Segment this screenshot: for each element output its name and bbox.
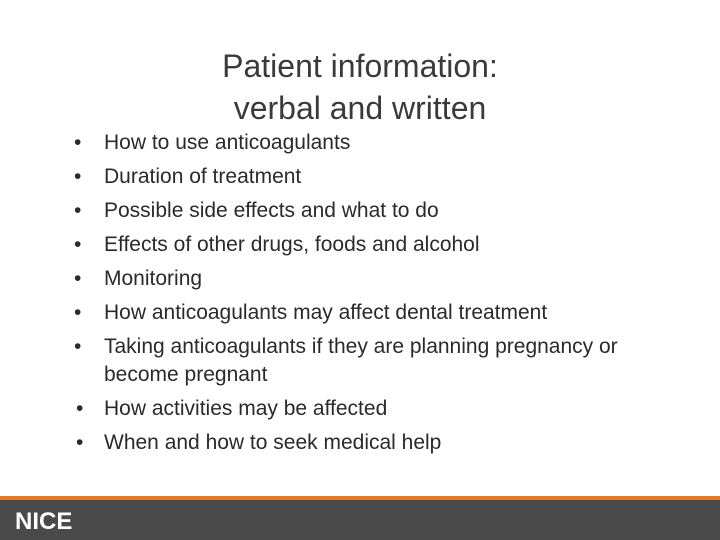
nice-logo: NICE bbox=[15, 508, 73, 535]
bullet-text: Effects of other drugs, foods and alcohol bbox=[104, 233, 480, 256]
bullet-list bbox=[0, 129, 720, 463]
bullet-text: Duration of treatment bbox=[104, 165, 302, 188]
bullet-icon: • bbox=[76, 397, 84, 420]
bullet-icon: • bbox=[74, 199, 82, 222]
bullet-icon: • bbox=[76, 431, 84, 454]
bullet-icon: • bbox=[74, 165, 82, 188]
bullet-text: When and how to seek medical help bbox=[104, 431, 442, 454]
bullet-text: How to use anticoagulants bbox=[104, 131, 351, 154]
bullet-text: Taking anticoagulants if they are planning pregnancy or become pregnant bbox=[104, 335, 618, 386]
bullet-item bbox=[0, 129, 720, 157]
bullet-icon: • bbox=[74, 301, 82, 324]
bullet-item bbox=[0, 395, 720, 423]
bullet-item bbox=[0, 429, 720, 457]
bullet-icon: • bbox=[74, 131, 82, 154]
bullet-item bbox=[0, 197, 720, 225]
footer-bar bbox=[0, 500, 720, 540]
bullet-item bbox=[0, 231, 720, 259]
slide-title-line-2: verbal and written bbox=[233, 90, 487, 127]
bullet-icon: • bbox=[74, 335, 82, 358]
bullet-item bbox=[0, 333, 720, 389]
bullet-text: Possible side effects and what to do bbox=[104, 199, 439, 222]
bullet-text: How activities may be affected bbox=[104, 397, 388, 420]
slide-title bbox=[0, 45, 720, 129]
slide-title-line-1: Patient information: bbox=[222, 48, 498, 85]
bullet-item bbox=[0, 299, 720, 327]
bullet-text: How anticoagulants may affect dental treatment bbox=[104, 301, 548, 324]
bullet-icon: • bbox=[74, 233, 82, 256]
bullet-text: Monitoring bbox=[104, 267, 203, 290]
bullet-item bbox=[0, 265, 720, 293]
bullet-icon: • bbox=[74, 267, 82, 290]
bullet-item bbox=[0, 163, 720, 191]
